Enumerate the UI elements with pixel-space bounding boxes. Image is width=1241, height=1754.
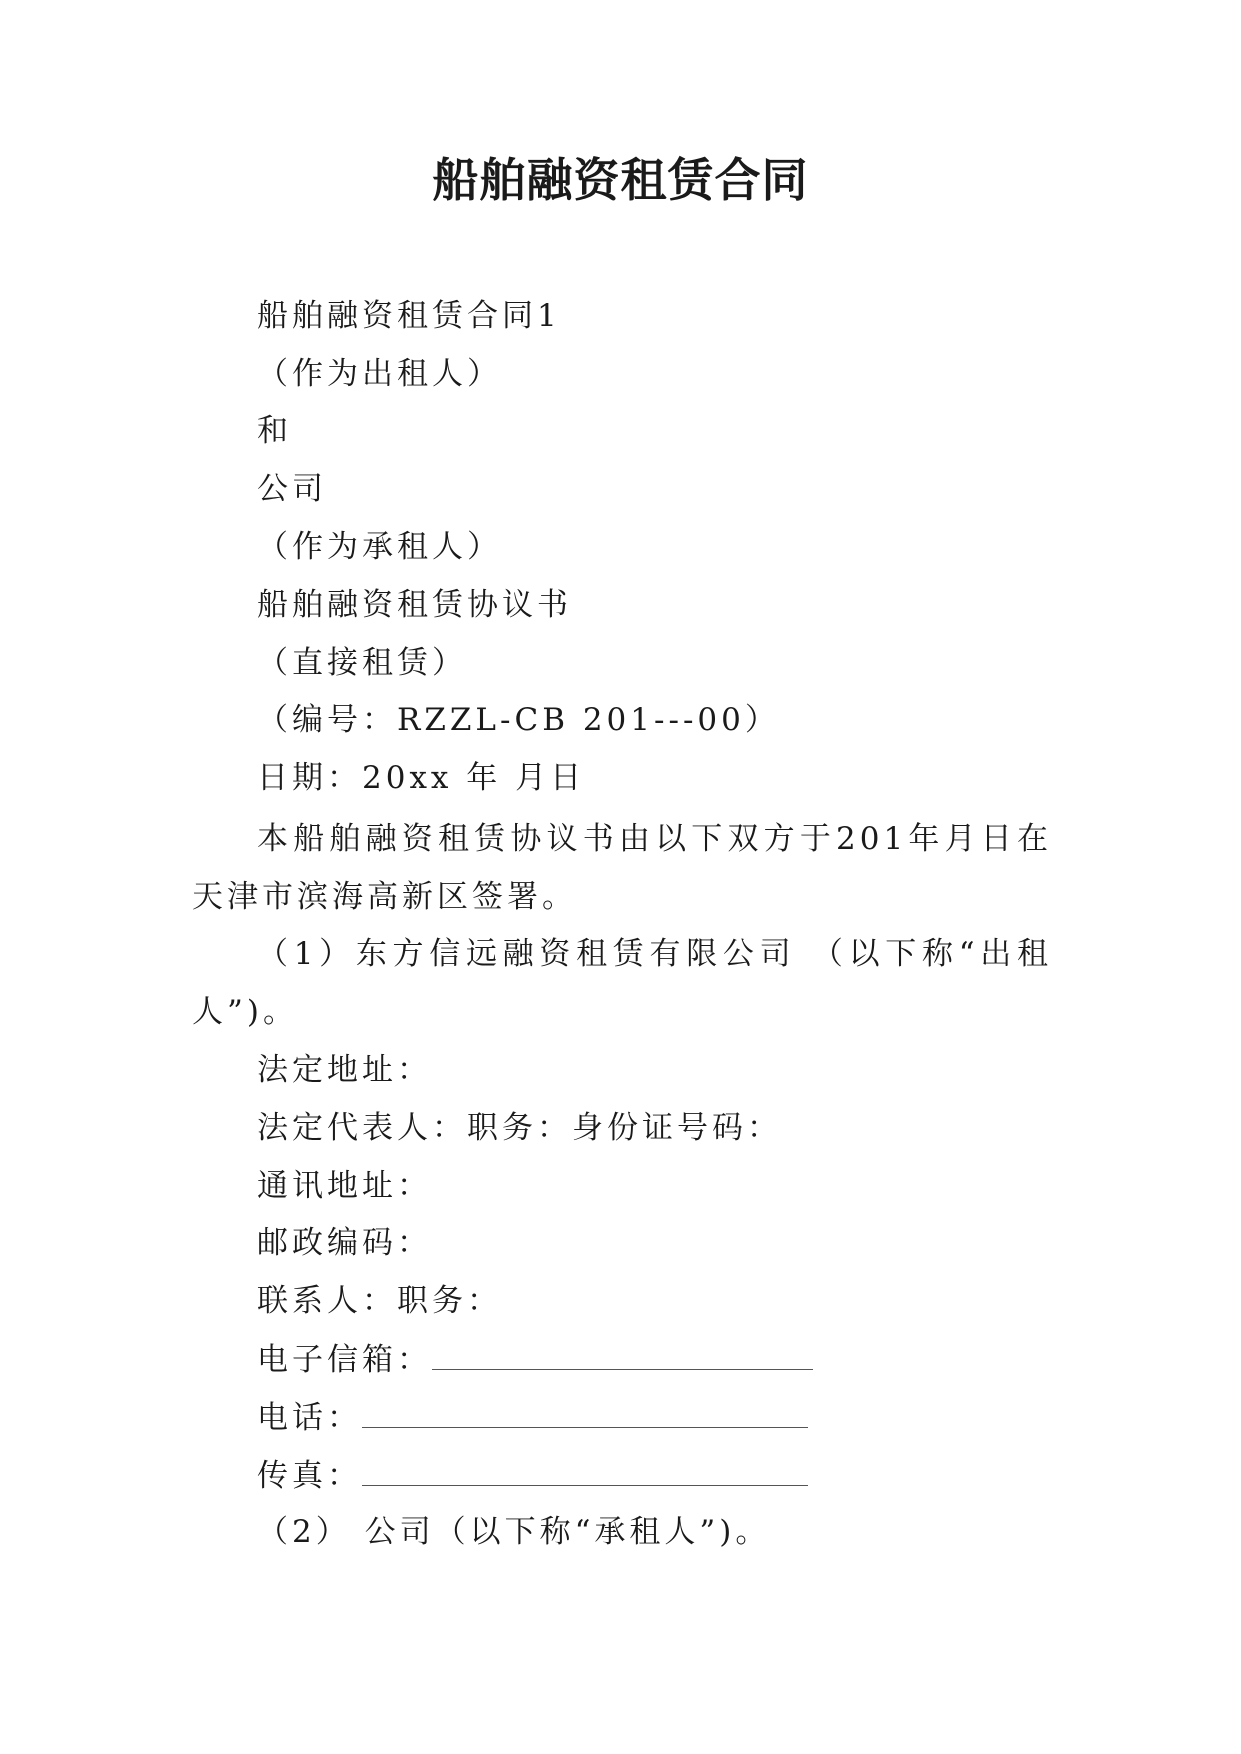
party1-paragraph: （1）东方信远融资租赁有限公司 （以下称“出租人”)。 (192, 936, 1052, 1030)
document-title: 船舶融资租赁合同 (432, 153, 809, 207)
phone-field (257, 1397, 808, 1438)
lessor-role-line: （作为出租人） (257, 356, 502, 392)
fax-field (257, 1455, 808, 1496)
contract-heading-line: 船舶融资租赁合同1 (257, 298, 561, 334)
fax-label: 传真： (257, 1458, 362, 1494)
email-blank-line (432, 1339, 813, 1370)
legal-representative-field: 法定代表人：职务：身份证号码： (257, 1110, 782, 1146)
lease-type-line: （直接租赁） (257, 645, 467, 681)
legal-address-field: 法定地址： (257, 1052, 432, 1088)
date-line: 日期：20xx 年 月日 (257, 760, 586, 796)
lessee-role-line: （作为承租人） (257, 529, 502, 565)
and-line: 和 (257, 413, 292, 449)
postal-code-field: 邮政编码： (257, 1225, 432, 1261)
contact-person-field: 联系人：职务： (257, 1283, 502, 1319)
company-line: 公司 (257, 471, 327, 507)
email-label: 电子信箱： (257, 1342, 432, 1378)
fax-blank-line (362, 1455, 808, 1486)
phone-blank-line (362, 1397, 808, 1428)
intro-paragraph: 本船舶融资租赁协议书由以下双方于201年月日在天津市滨海高新区签署。 (192, 821, 1052, 915)
email-field (257, 1339, 813, 1380)
mailing-address-field: 通讯地址： (257, 1168, 432, 1204)
phone-label: 电话： (257, 1400, 362, 1436)
party2-line: （2） 公司（以下称“承租人”)。 (257, 1514, 771, 1550)
agreement-title-line: 船舶融资租赁协议书 (257, 587, 572, 623)
contract-number-line: （编号：RZZL-CB 201---00） (257, 702, 780, 738)
